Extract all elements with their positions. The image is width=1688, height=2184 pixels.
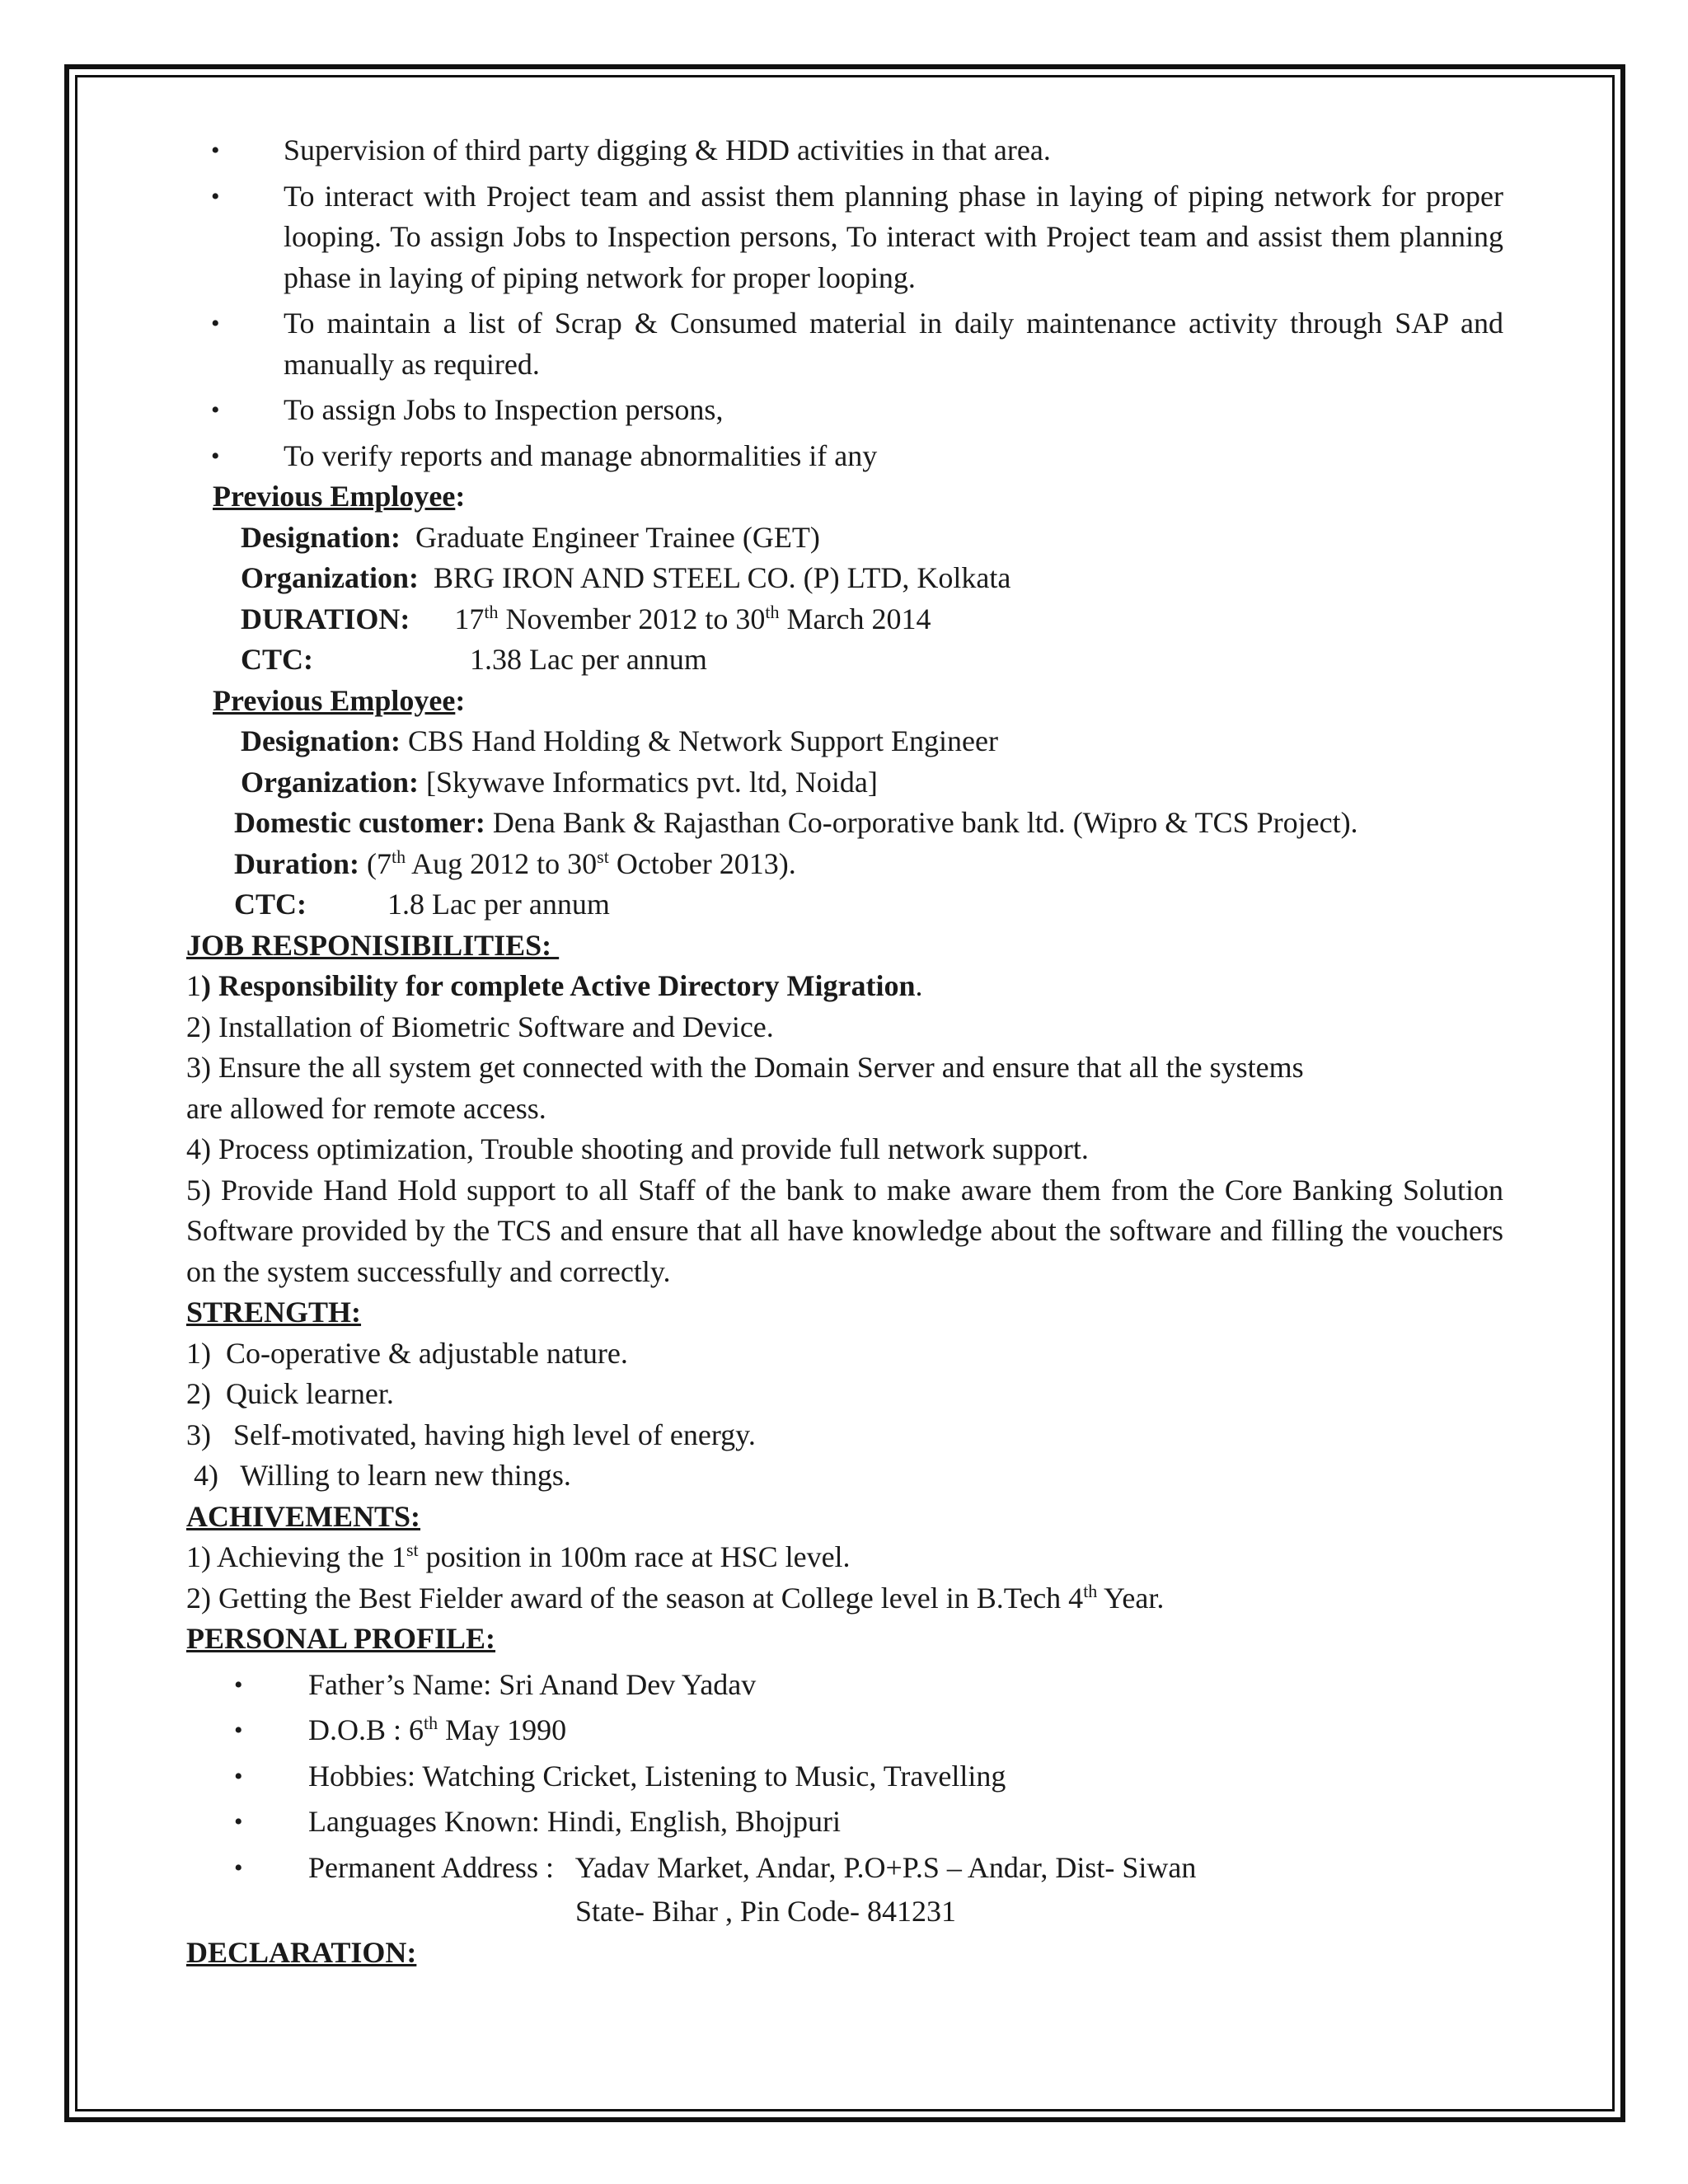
- list-item: [234, 1756, 1503, 1797]
- field-value: Dena Bank & Rajasthan Co-orporative bank ltd. (Wipro & TCS Project).: [492, 806, 1358, 839]
- section-heading: STRENGTH:: [186, 1296, 362, 1329]
- personal-profile-section: [186, 1619, 1503, 1933]
- bullet-icon: •: [211, 182, 220, 210]
- languages-known: Languages Known: Hindi, English, Bhojpuri: [308, 1805, 841, 1838]
- ctc-row: [241, 640, 1503, 681]
- list-item: [211, 176, 1503, 299]
- field-value: [Skywave Informatics pvt. ltd, Noida]: [425, 765, 878, 799]
- section-heading: PERSONAL PROFILE:: [186, 1622, 496, 1655]
- job-responsibilities: [186, 926, 1503, 1293]
- bullet-icon: •: [234, 1808, 243, 1835]
- bullet-icon: •: [234, 1671, 243, 1699]
- field-value: BRG IRON AND STEEL CO. (P) LTD, Kolkata: [433, 561, 1011, 594]
- declaration-section: [186, 1933, 1503, 1974]
- list-item: 4) Process optimization, Trouble shooting and provide full network support.: [186, 1132, 1089, 1165]
- field-label: Organization:: [241, 561, 419, 594]
- permanent-address: Permanent Address : Yadav Market, Andar, P.O+P.S – Andar, Dist- Siwan: [308, 1850, 1197, 1884]
- previous-employee-1: [186, 476, 1503, 681]
- strength-section: [186, 1292, 1503, 1497]
- duties-list: [186, 130, 1503, 476]
- list-item: 1) Co-operative & adjustable nature.: [186, 1336, 628, 1370]
- field-label: Designation:: [241, 520, 401, 554]
- list-item-text: Supervision of third party digging & HDD activities in that area.: [284, 134, 1051, 166]
- list-item: [234, 1665, 1503, 1706]
- field-label: Duration:: [234, 846, 359, 880]
- field-value: CBS Hand Holding & Network Support Engineer: [408, 724, 998, 757]
- section-heading: DECLARATION:: [186, 1935, 417, 1969]
- list-item: 2) Installation of Biometric Software and Device.: [186, 1010, 774, 1043]
- list-item-text: To assign Jobs to Inspection persons,: [284, 393, 724, 426]
- list-item: [211, 436, 1503, 477]
- field-value: 1.38 Lac per annum: [470, 643, 707, 676]
- list-item: 5) Provide Hand Hold support to all Staff of the bank to make aware them from the Core Banking Solution Software provided by the TCS and ensure that all have knowledge about the software and filling the vouchers on the system successfully and correctly.: [186, 1173, 1503, 1288]
- list-item: [234, 1848, 1503, 1889]
- section-heading: Previous Employee:: [213, 480, 466, 513]
- organization-row: [241, 558, 1503, 599]
- bullet-icon: •: [234, 1854, 243, 1882]
- resume-content: [186, 130, 1503, 1973]
- list-item: [211, 303, 1503, 385]
- bullet-icon: •: [211, 396, 220, 424]
- duration-row: DURATION: 17th November 2012 to 30th March 2014: [241, 601, 931, 635]
- designation-row: [241, 721, 1503, 762]
- list-item: [234, 1802, 1503, 1843]
- customer-row: [234, 803, 1503, 844]
- list-item: 3) Ensure the all system get connected with the Domain Server and ensure that all the systems: [186, 1051, 1304, 1084]
- list-item-text: To verify reports and manage abnormalities if any: [284, 438, 878, 472]
- bullet-icon: •: [234, 1717, 243, 1744]
- field-label: CTC:: [234, 888, 307, 921]
- field-label: CTC:: [241, 643, 313, 676]
- list-item-text: To interact with Project team and assist them planning phase in laying of piping network for proper looping. To assign Jobs to Inspection persons, To interact with Project team and assist them planning phase in laying of piping network for proper looping.: [284, 179, 1503, 294]
- section-heading: Previous Employee:: [213, 683, 466, 717]
- date-of-birth: D.O.B : 6th May 1990: [308, 1713, 567, 1746]
- previous-employee-2: [186, 681, 1503, 926]
- list-item: 2) Quick learner.: [186, 1377, 394, 1410]
- list-item-continuation: are allowed for remote access.: [186, 1091, 546, 1125]
- bullet-icon: •: [234, 1762, 243, 1790]
- organization-row: [241, 762, 1503, 804]
- list-item: 4) Willing to learn new things.: [186, 1459, 571, 1492]
- hobbies: Hobbies: Watching Cricket, Listening to Music, Travelling: [308, 1759, 1006, 1793]
- field-value: 1.8 Lac per annum: [387, 888, 610, 921]
- achievements-section: [186, 1497, 1503, 1619]
- list-item-text: To maintain a list of Scrap & Consumed material in daily maintenance activity through SAP and manually as required.: [284, 307, 1503, 381]
- list-item: 2) Getting the Best Fielder award of the season at College level in B.Tech 4th Year.: [186, 1580, 1165, 1615]
- designation-row: [241, 518, 1503, 559]
- field-label: Domestic customer:: [234, 806, 485, 839]
- field-label: Designation:: [241, 724, 401, 757]
- field-label: DURATION:: [241, 602, 410, 635]
- section-heading: ACHIVEMENTS:: [186, 1499, 421, 1533]
- bullet-icon: •: [211, 442, 220, 470]
- field-value: Graduate Engineer Trainee (GET): [415, 520, 820, 554]
- ctc-row: [234, 884, 1503, 926]
- list-item: 1) Responsibility for complete Active Directory Migration.: [186, 969, 923, 1002]
- section-heading: JOB RESPONISIBILITIES:: [186, 928, 560, 962]
- list-item: 3) Self-motivated, having high level of energy.: [186, 1418, 756, 1451]
- bullet-icon: •: [211, 137, 220, 164]
- list-item: [211, 130, 1503, 171]
- duration-row: Duration: (7th Aug 2012 to 30st October 2013).: [234, 846, 796, 880]
- permanent-address-line-2: State- Bihar , Pin Code- 841231: [575, 1895, 956, 1928]
- list-item: [211, 390, 1503, 431]
- field-label: Organization:: [241, 765, 419, 799]
- list-item: [234, 1710, 1503, 1751]
- bullet-icon: •: [211, 310, 220, 337]
- father-name: Father’s Name: Sri Anand Dev Yadav: [308, 1667, 757, 1701]
- list-item: 1) Achieving the 1st position in 100m race at HSC level.: [186, 1540, 851, 1573]
